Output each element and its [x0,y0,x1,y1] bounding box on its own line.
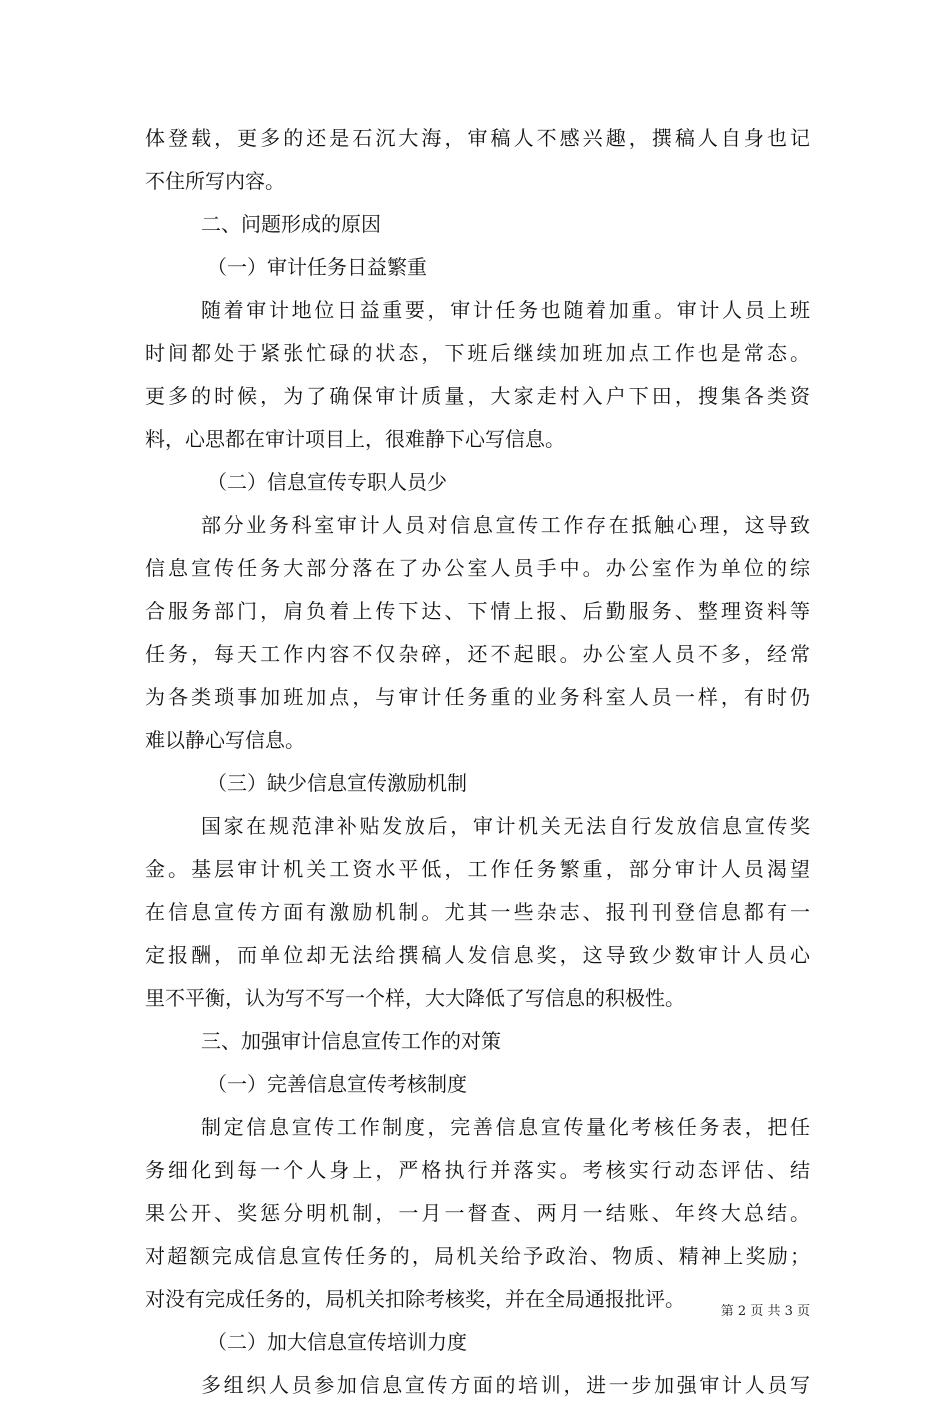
body-text-line: （一）审计任务日益繁重 [207,255,427,279]
body-text-line: 国家在规范津补贴发放后，审计机关无法自行发放信息宣传奖 [201,814,810,838]
body-text-line: 多组织人员参加信息宣传方面的培训，进一步加强审计人员写 [201,1373,810,1397]
body-text-line: 合服务部门，肩负着上传下达、下情上报、后勤服务、整理资料等 [145,599,810,623]
body-text-line: 务细化到每一个人身上，严格执行并落实。考核实行动态评估、结 [145,1158,810,1182]
body-text-line: 不住所写内容。 [145,169,285,193]
body-text-line: （二）信息宣传专职人员少 [207,470,447,494]
body-text-line: 信息宣传任务大部分落在了办公室人员手中。办公室作为单位的综 [145,556,810,580]
body-text-line: 体登载，更多的还是石沉大海，审稿人不感兴趣，撰稿人自身也记 [145,126,810,150]
body-text-line: 更多的时候，为了确保审计质量，大家走村入户下田，搜集各类资 [145,384,810,408]
body-text-line: 对超额完成信息宣传任务的，局机关给予政治、物质、精神上奖励； [145,1244,810,1268]
body-text-line: 二、问题形成的原因 [201,212,381,236]
body-text-line: 里不平衡，认为写不写一个样，大大降低了写信息的积极性。 [145,986,685,1010]
body-text-line: 部分业务科室审计人员对信息宣传工作存在抵触心理，这导致 [201,513,810,537]
body-text-line: 时间都处于紧张忙碌的状态，下班后继续加班加点工作也是常态。 [145,341,810,365]
body-text-line: 在信息宣传方面有激励机制。尤其一些杂志、报刊刊登信息都有一 [145,900,810,924]
body-text-line: 随着审计地位日益重要，审计任务也随着加重。审计人员上班 [201,298,810,322]
body-text-line: 料，心思都在审计项目上，很难静下心写信息。 [145,427,565,451]
page-number: 第 2 页 共 3 页 [720,1304,810,1319]
body-text-line: 定报酬，而单位却无法给撰稿人发信息奖，这导致少数审计人员心 [145,943,810,967]
body-text-line: 金。基层审计机关工资水平低，工作任务繁重，部分审计人员渴望 [145,857,810,881]
body-text-line: （三）缺少信息宣传激励机制 [207,771,467,795]
body-text-line: 任务，每天工作内容不仅杂碎，还不起眼。办公室人员不多，经常 [145,642,810,666]
body-text-line: 难以静心写信息。 [145,728,305,752]
body-text-line: 果公开、奖惩分明机制，一月一督查、两月一结账、年终大总结。 [145,1201,810,1225]
body-text-line: （一）完善信息宣传考核制度 [207,1072,467,1096]
body-text-line: 为各类琐事加班加点，与审计任务重的业务科室人员一样，有时仍 [145,685,810,709]
body-text-line: 三、加强审计信息宣传工作的对策 [201,1029,501,1053]
document-body [145,117,810,1407]
body-text-line: 制定信息宣传工作制度，完善信息宣传量化考核任务表，把任 [201,1115,810,1139]
body-text-line: 对没有完成任务的，局机关扣除考核奖，并在全局通报批评。 [145,1287,685,1311]
body-text-line: （二）加大信息宣传培训力度 [207,1330,467,1354]
